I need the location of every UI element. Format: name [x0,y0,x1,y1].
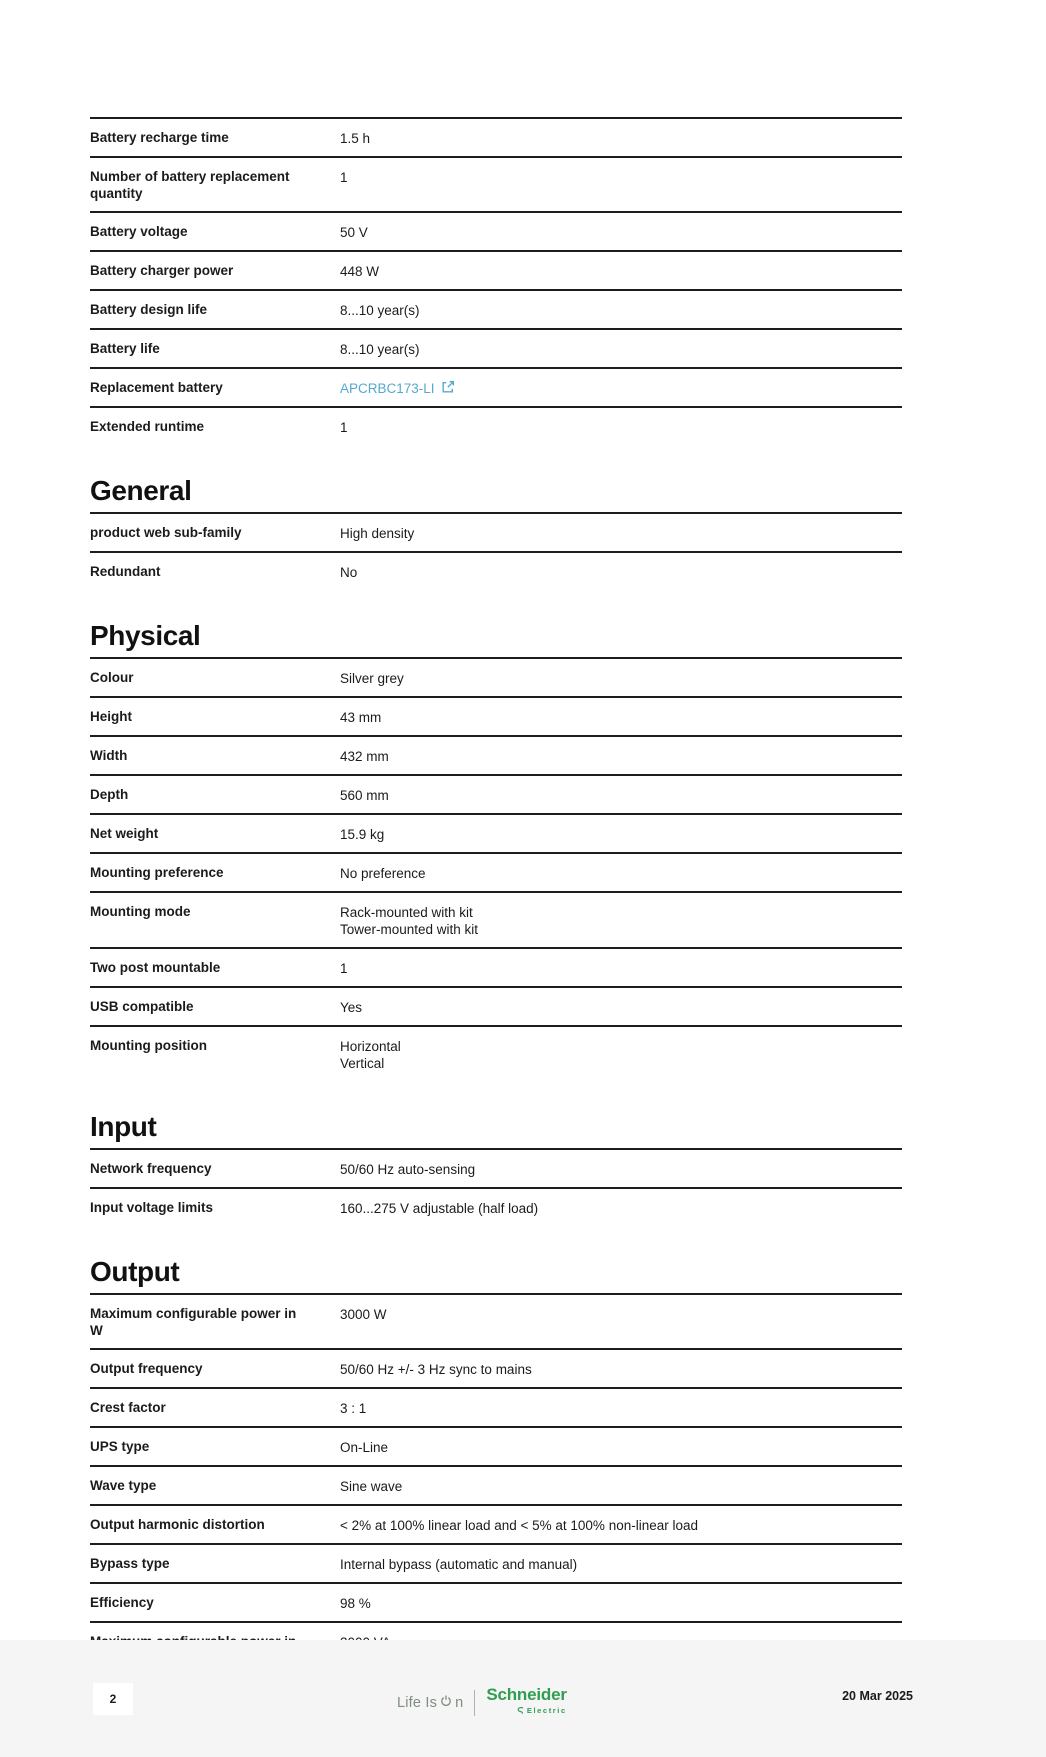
section-rows-input [90,1150,902,1226]
spec-value [340,659,902,696]
spec-value-line: Internal bypass (automatic and manual) [340,1557,578,1572]
section-rows-physical [90,659,902,1081]
spec-row [90,1389,902,1428]
life-is-on-schneider-logo [397,1684,567,1718]
section-title-general: General [90,475,902,514]
spec-value [340,408,902,445]
spec-value-line: 560 mm [340,788,389,803]
logo-divider [474,1690,475,1716]
spec-value-line: 3000 W [340,1307,387,1322]
spec-value-line: 98 % [340,1596,371,1611]
spec-value [340,553,902,590]
spec-value [340,949,902,986]
spec-row [90,158,902,213]
spec-value-line: On-Line [340,1440,389,1455]
spec-row [90,514,902,553]
page-number-badge [93,1683,133,1715]
spec-row [90,408,902,445]
spec-label: Net weight [90,826,159,841]
spec-row [90,949,902,988]
spec-value [340,291,902,328]
spec-value-line: Horizontal [340,1039,401,1054]
spec-value-line: 50/60 Hz auto-sensing [340,1162,476,1177]
schneider-electric-logo [486,1684,567,1720]
spec-value [340,988,902,1025]
section-rows-battery [90,117,902,445]
spec-label: Efficiency [90,1595,154,1610]
spec-row [90,119,902,158]
spec-label: Replacement battery [90,380,223,395]
schneider-loop-icon [516,1702,525,1720]
spec-row [90,553,902,590]
spec-value [340,1389,902,1426]
section-general [90,475,902,590]
spec-value-line: Tower-mounted with kit [340,922,479,937]
spec-value [340,213,902,250]
spec-value [340,854,902,891]
external-link-icon [441,380,455,394]
section-rows-output [90,1295,902,1676]
spec-label: Output harmonic distortion [90,1517,265,1532]
top-spacer [90,0,902,117]
spec-value-line: 8...10 year(s) [340,303,420,318]
page-footer [0,1640,1046,1757]
section-title-input: Input [90,1111,902,1150]
spec-value-line: 50/60 Hz +/- 3 Hz sync to mains [340,1362,532,1377]
spec-value [340,1150,902,1187]
spec-row [90,1428,902,1467]
spec-label: Battery recharge time [90,130,229,145]
spec-value-line: Yes [340,1000,363,1015]
spec-row [90,988,902,1027]
link-text: APCRBC173-LI [340,381,435,396]
spec-label: Redundant [90,564,161,579]
spec-value-line: Rack-mounted with kit [340,905,473,920]
spec-label: Bypass type [90,1556,170,1571]
spec-value-line: 1.5 h [340,131,371,146]
spec-value [340,698,902,735]
spec-row [90,213,902,252]
spec-row [90,1350,902,1389]
spec-label: Number of battery replacement quantity [90,169,290,201]
spec-value-line: 160...275 V adjustable (half load) [340,1201,539,1216]
spec-label: product web sub-family [90,525,242,540]
spec-value [340,1295,902,1348]
spec-row [90,1027,902,1081]
spec-value [340,119,902,156]
spec-row [90,369,902,408]
spec-value [340,1506,902,1543]
spec-value-line: No preference [340,866,426,881]
spec-label: Two post mountable [90,960,221,975]
spec-row [90,737,902,776]
spec-row [90,291,902,330]
spec-value [340,158,902,211]
spec-row [90,776,902,815]
life-is-on-suffix: n [455,1695,464,1711]
spec-label: Height [90,709,132,724]
spec-value [340,1189,902,1226]
spec-label: USB compatible [90,999,194,1014]
spec-label: Mounting mode [90,904,191,919]
electric-wordmark: Electric [526,1706,567,1715]
spec-row [90,1467,902,1506]
spec-value [340,1467,902,1504]
section-physical [90,620,902,1081]
spec-value-line: 1 [340,420,348,435]
section-output [90,1256,902,1676]
section-battery [90,117,902,445]
life-is-on-prefix: Life Is [397,1695,438,1711]
spec-value-line: 50 V [340,225,368,240]
spec-row [90,1295,902,1350]
schneider-wordmark: Schneider [486,1684,567,1704]
section-title-physical: Physical [90,620,902,659]
spec-row [90,854,902,893]
spec-value-line: No [340,565,358,580]
spec-value-line: 448 W [340,264,380,279]
spec-label: Mounting preference [90,865,224,880]
spec-value [340,815,902,852]
spec-value [340,330,902,367]
spec-row [90,1545,902,1584]
spec-label: Battery voltage [90,224,188,239]
spec-label: Network frequency [90,1161,212,1176]
spec-value [340,1584,902,1621]
spec-row [90,1584,902,1623]
spec-value [340,1545,902,1582]
spec-value-line: 432 mm [340,749,389,764]
spec-row [90,815,902,854]
spec-label: Width [90,748,128,763]
spec-value [340,893,902,947]
spec-value-line: 3 : 1 [340,1401,367,1416]
spec-value [340,1027,902,1081]
spec-value-line: 15.9 kg [340,827,385,842]
spec-row [90,1506,902,1545]
spec-value [340,776,902,813]
spec-label: Output frequency [90,1361,203,1376]
spec-value-line: Vertical [340,1056,385,1071]
spec-row [90,698,902,737]
spec-value [340,737,902,774]
spec-label: Colour [90,670,134,685]
spec-label: Mounting position [90,1038,207,1053]
spec-value-line: 8...10 year(s) [340,342,420,357]
spec-label: Crest factor [90,1400,166,1415]
spec-row [90,330,902,369]
spec-label: UPS type [90,1439,150,1454]
spec-label: Input voltage limits [90,1200,214,1215]
spec-value-line: Silver grey [340,671,404,686]
spec-value [340,252,902,289]
spec-value [340,369,902,406]
spec-row [90,893,902,949]
spec-content [90,0,902,1743]
section-input [90,1111,902,1226]
spec-label: Battery life [90,341,160,356]
spec-value [340,1350,902,1387]
spec-value-line: 1 [340,170,348,185]
footer-date: 20 Mar 2025 [842,1689,913,1703]
spec-value-line: 43 mm [340,710,382,725]
spec-value-line: 1 [340,961,348,976]
spec-value [340,1428,902,1465]
spec-label: Extended runtime [90,419,205,434]
replacement-battery-link[interactable] [340,380,455,397]
spec-row [90,252,902,291]
spec-label: Wave type [90,1478,157,1493]
spec-row [90,1189,902,1226]
spec-value [340,514,902,551]
spec-label: Depth [90,787,129,802]
power-icon [440,1695,452,1711]
spec-row [90,1150,902,1189]
spec-label: Battery design life [90,302,208,317]
spec-value-line: < 2% at 100% linear load and < 5% at 100% non-linear load [340,1518,699,1533]
spec-value-line: Sine wave [340,1479,403,1494]
spec-label: Battery charger power [90,263,234,278]
section-rows-general [90,514,902,590]
spec-row [90,659,902,698]
section-title-output: Output [90,1256,902,1295]
spec-value-line: High density [340,526,415,541]
spec-label: Maximum configurable power in W [90,1306,297,1338]
life-is-on-wordmark [397,1695,463,1711]
page-number: 2 [109,1692,117,1706]
